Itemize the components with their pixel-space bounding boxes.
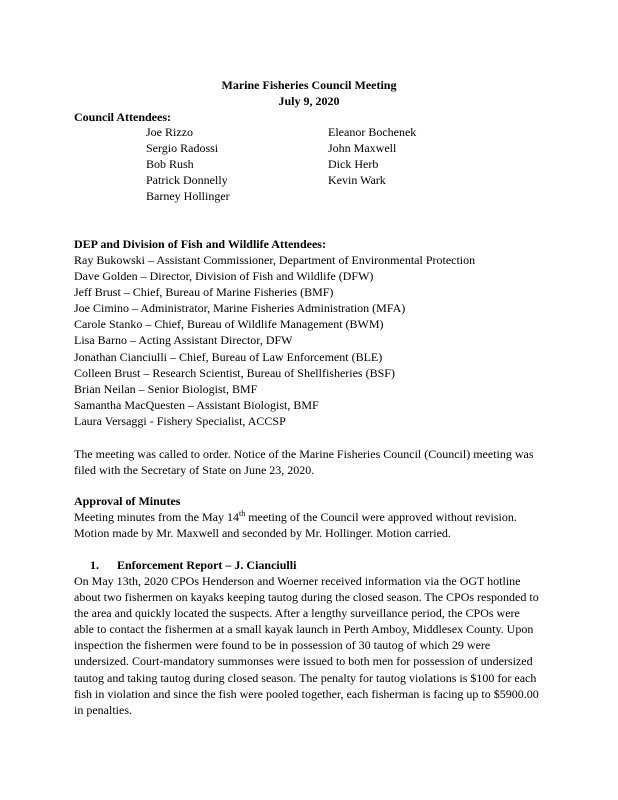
paragraph-line: tautog and taking tautog during closed season. The penalty for tautog violations is $100 for each (74, 670, 537, 685)
section-number: 1. (90, 558, 99, 572)
dep-attendee: Ray Bukowski – Assistant Commissioner, Department of Environmental Protection (74, 253, 476, 267)
dep-attendee: Colleen Brust – Research Scientist, Bureau of Shellfisheries (BSF) (74, 365, 395, 380)
paragraph-line: in penalties. (74, 702, 132, 717)
dep-attendee: Dave Golden – Director, Division of Fish and Wildlife (DFW) (74, 269, 374, 284)
approval-text-before: Meeting minutes from the May 14 (74, 510, 239, 524)
dep-attendee: Brian Neilan – Senior Biologist, BMF (74, 381, 258, 396)
attendee-name: Joe Rizzo (146, 125, 193, 139)
council-attendees-right-column (328, 124, 416, 188)
meeting-called-paragraph (74, 446, 554, 478)
dep-attendee: Laura Versaggi - Fishery Specialist, ACCSP (74, 413, 286, 428)
paragraph-line: Motion made by Mr. Maxwell and seconded by Mr. Hollinger. Motion carried. (74, 526, 451, 541)
approval-paragraph (74, 509, 554, 541)
attendee-name: John Maxwell (328, 141, 397, 156)
paragraph-line: the area and quickly located the suspects. After a lengthy surveillance period, the CPOs were (74, 606, 520, 621)
paragraph-line (74, 509, 554, 525)
attendee-name: Barney Hollinger (146, 189, 230, 204)
document-date: July 9, 2020 (278, 94, 340, 108)
enforcement-heading-text: Enforcement Report – J. Cianciulli (117, 558, 297, 572)
dep-attendee: Jeff Brust – Chief, Bureau of Marine Fisheries (BMF) (74, 285, 334, 300)
attendee-name: Dick Herb (328, 157, 379, 172)
attendee-name: Patrick Donnelly (146, 173, 228, 188)
document-title: Marine Fisheries Council Meeting (221, 78, 397, 92)
enforcement-heading (90, 557, 296, 573)
paragraph-line: filed with the Secretary of State on June 23, 2020. (74, 463, 315, 478)
dep-attendee: Jonathan Cianciulli – Chief, Bureau of Law Enforcement (BLE) (74, 349, 383, 364)
dep-attendees-heading: DEP and Division of Fish and Wildlife Attendees: (74, 237, 326, 251)
council-attendees-left-column (146, 124, 230, 204)
dep-attendee: Samantha MacQuesten – Assistant Biologist, BMF (74, 397, 319, 412)
paragraph-line: inspection the fishermen were found to be in possession of 30 tautog of which 29 were (74, 638, 491, 653)
attendee-name: Bob Rush (146, 157, 194, 172)
council-attendees-heading: Council Attendees: (74, 110, 171, 124)
attendee-name: Sergio Radossi (146, 141, 219, 156)
attendee-name: Eleanor Bochenek (328, 125, 417, 139)
dep-attendee: Lisa Barno – Acting Assistant Director, DFW (74, 333, 293, 348)
ordinal-superscript: th (238, 509, 246, 518)
paragraph-line: about two fishermen on kayaks keeping tautog during the closed season. The CPOs responded to (74, 590, 539, 605)
dep-attendee: Carole Stanko – Chief, Bureau of Wildlife Management (BWM) (74, 317, 384, 332)
approval-text-after: meeting of the Council were approved without revision. (245, 510, 517, 524)
enforcement-paragraph (74, 573, 554, 718)
approval-heading: Approval of Minutes (74, 494, 181, 508)
paragraph-line: On May 13th, 2020 CPOs Henderson and Woerner received information via the OGT hotline (74, 574, 521, 588)
paragraph-line: able to contact the fishermen at a small kayak launch in Perth Amboy, Middlesex County. Upon (74, 622, 534, 637)
paragraph-line: fish in violation and since the fish were pooled together, each fisherman is facing up to $5900.00 (74, 686, 539, 701)
attendee-name: Kevin Wark (328, 173, 386, 188)
paragraph-line: The meeting was called to order. Notice of the Marine Fisheries Council (Council) meeting was (74, 447, 534, 461)
dep-attendees-list (74, 252, 475, 429)
dep-attendee: Joe Cimino – Administrator, Marine Fisheries Administration (MFA) (74, 301, 406, 316)
paragraph-line: undersized. Court-mandatory summonses were issued to both men for possession of undersized (74, 654, 533, 669)
